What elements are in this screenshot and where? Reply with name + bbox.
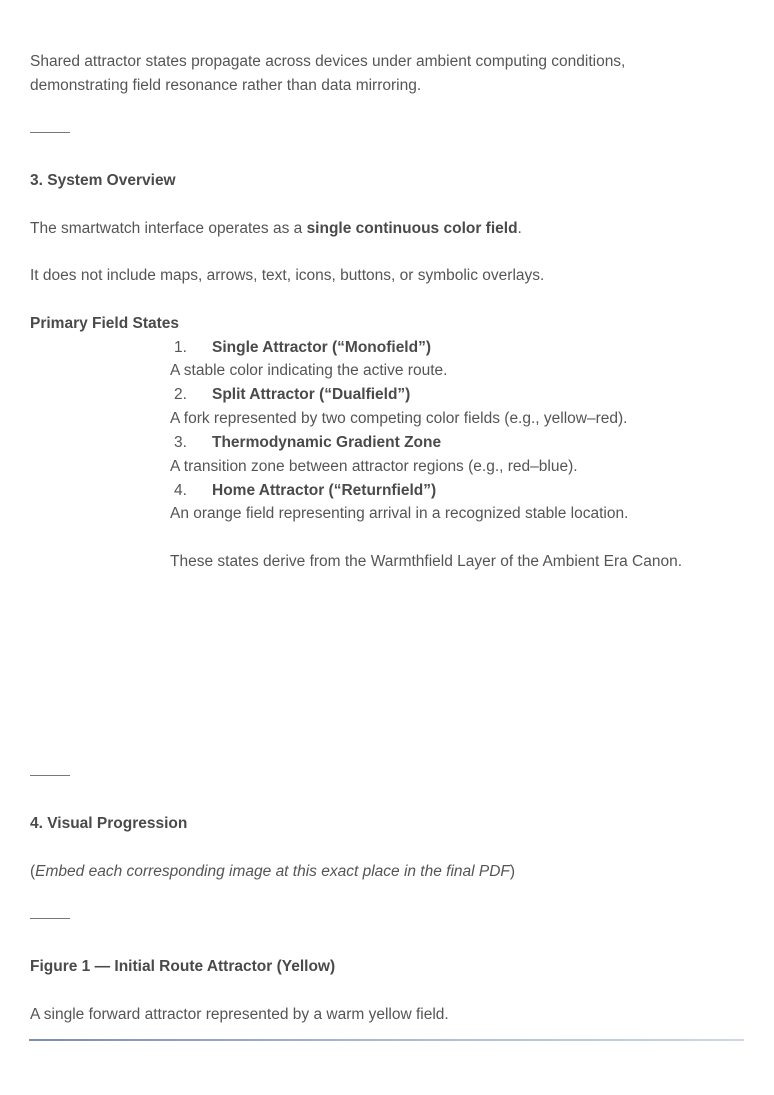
figure-1-heading: Figure 1 — Initial Route Attractor (Yellow) xyxy=(30,958,336,975)
intro-line-2: demonstrating field resonance rather than data mirroring. xyxy=(30,77,422,94)
section-4-heading: 4. Visual Progression xyxy=(30,815,188,832)
overview-paragraph-2: It does not include maps, arrows, text, icons, buttons, or symbolic overlays. xyxy=(30,267,545,284)
state-4-number: 4. xyxy=(174,482,187,499)
primary-field-states-heading: Primary Field States xyxy=(30,315,180,332)
state-1-number: 1. xyxy=(174,339,187,356)
state-2-number: 2. xyxy=(174,386,187,403)
overview-paragraph-1 xyxy=(30,217,522,241)
state-1-description: A stable color indicating the active route. xyxy=(170,362,448,379)
overview-p1-prefix: The smartwatch interface operates as a xyxy=(30,220,307,237)
state-4-title: Home Attractor (“Returnfield”) xyxy=(212,482,437,499)
page-bottom-rule xyxy=(29,1039,744,1041)
state-2-title: Split Attractor (“Dualfield”) xyxy=(212,386,411,403)
state-2-description: A fork represented by two competing color fields (e.g., yellow–red). xyxy=(170,410,628,427)
state-3-title: Thermodynamic Gradient Zone xyxy=(212,434,442,451)
state-3-number: 3. xyxy=(174,434,187,451)
states-closing-note: These states derive from the Warmthfield Layer of the Ambient Era Canon. xyxy=(170,553,683,570)
intro-line-1: Shared attractor states propagate across devices under ambient computing conditions, xyxy=(30,53,626,70)
section-3-heading: 3. System Overview xyxy=(30,172,176,189)
overview-p1-suffix: . xyxy=(517,220,522,237)
section-divider xyxy=(30,775,70,776)
state-1-title: Single Attractor (“Monofield”) xyxy=(212,339,431,356)
note-close-paren: ) xyxy=(509,863,516,880)
figure-1-description: A single forward attractor represented by a warm yellow field. xyxy=(30,1006,449,1023)
state-3-description: A transition zone between attractor regions (e.g., red–blue). xyxy=(170,458,578,475)
note-open-paren: ( xyxy=(30,863,36,880)
embed-instruction-note xyxy=(30,860,515,884)
overview-p1-bold: single continuous color field xyxy=(306,220,518,237)
note-italic-text: Embed each corresponding image at this exact place in the final PDF xyxy=(35,863,510,880)
section-divider xyxy=(30,132,70,133)
state-4-description: An orange field representing arrival in a recognized stable location. xyxy=(170,505,629,522)
section-divider xyxy=(30,918,70,919)
